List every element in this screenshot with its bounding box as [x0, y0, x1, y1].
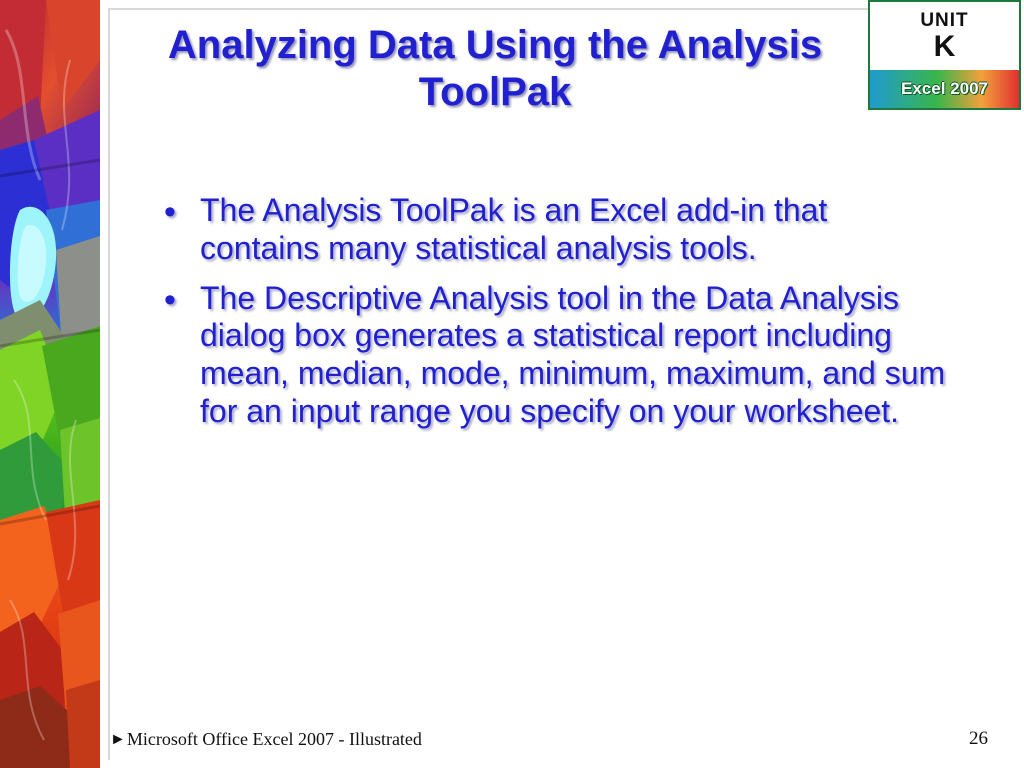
slide-page-number: 26 [969, 728, 988, 749]
footer-source-text: Microsoft Office Excel 2007 - Illustrated [126, 729, 422, 749]
bullet-text: The Analysis ToolPak is an Excel add-in that contains many statistical analysis tools. [200, 192, 828, 266]
art-strip-svg [0, 0, 100, 768]
slide-body [152, 192, 972, 443]
unit-badge-top [870, 2, 1019, 70]
bullet-item [152, 192, 972, 268]
decorative-art-strip [0, 0, 100, 768]
bullet-marker-icon: • [164, 193, 176, 231]
bullet-item [152, 280, 972, 431]
unit-badge-product-label: Excel 2007 [901, 79, 988, 98]
unit-badge-word: UNIT [920, 9, 969, 31]
unit-badge-letter: K [933, 29, 956, 63]
bullet-marker-icon: • [164, 280, 176, 319]
footer-arrow-icon: ► [110, 730, 126, 748]
unit-badge-color-bar [870, 70, 1019, 108]
slide-title: Analyzing Data Using the Analysis ToolPak [167, 23, 823, 115]
unit-badge [868, 0, 1021, 110]
bullet-text: The Descriptive Analysis tool in the Data Analysis dialog box generates a statistical report including mean, median, mode, minimum, maximum, and sum for an input range you specify on your worksheet. [200, 279, 946, 429]
footer-source [110, 729, 422, 750]
